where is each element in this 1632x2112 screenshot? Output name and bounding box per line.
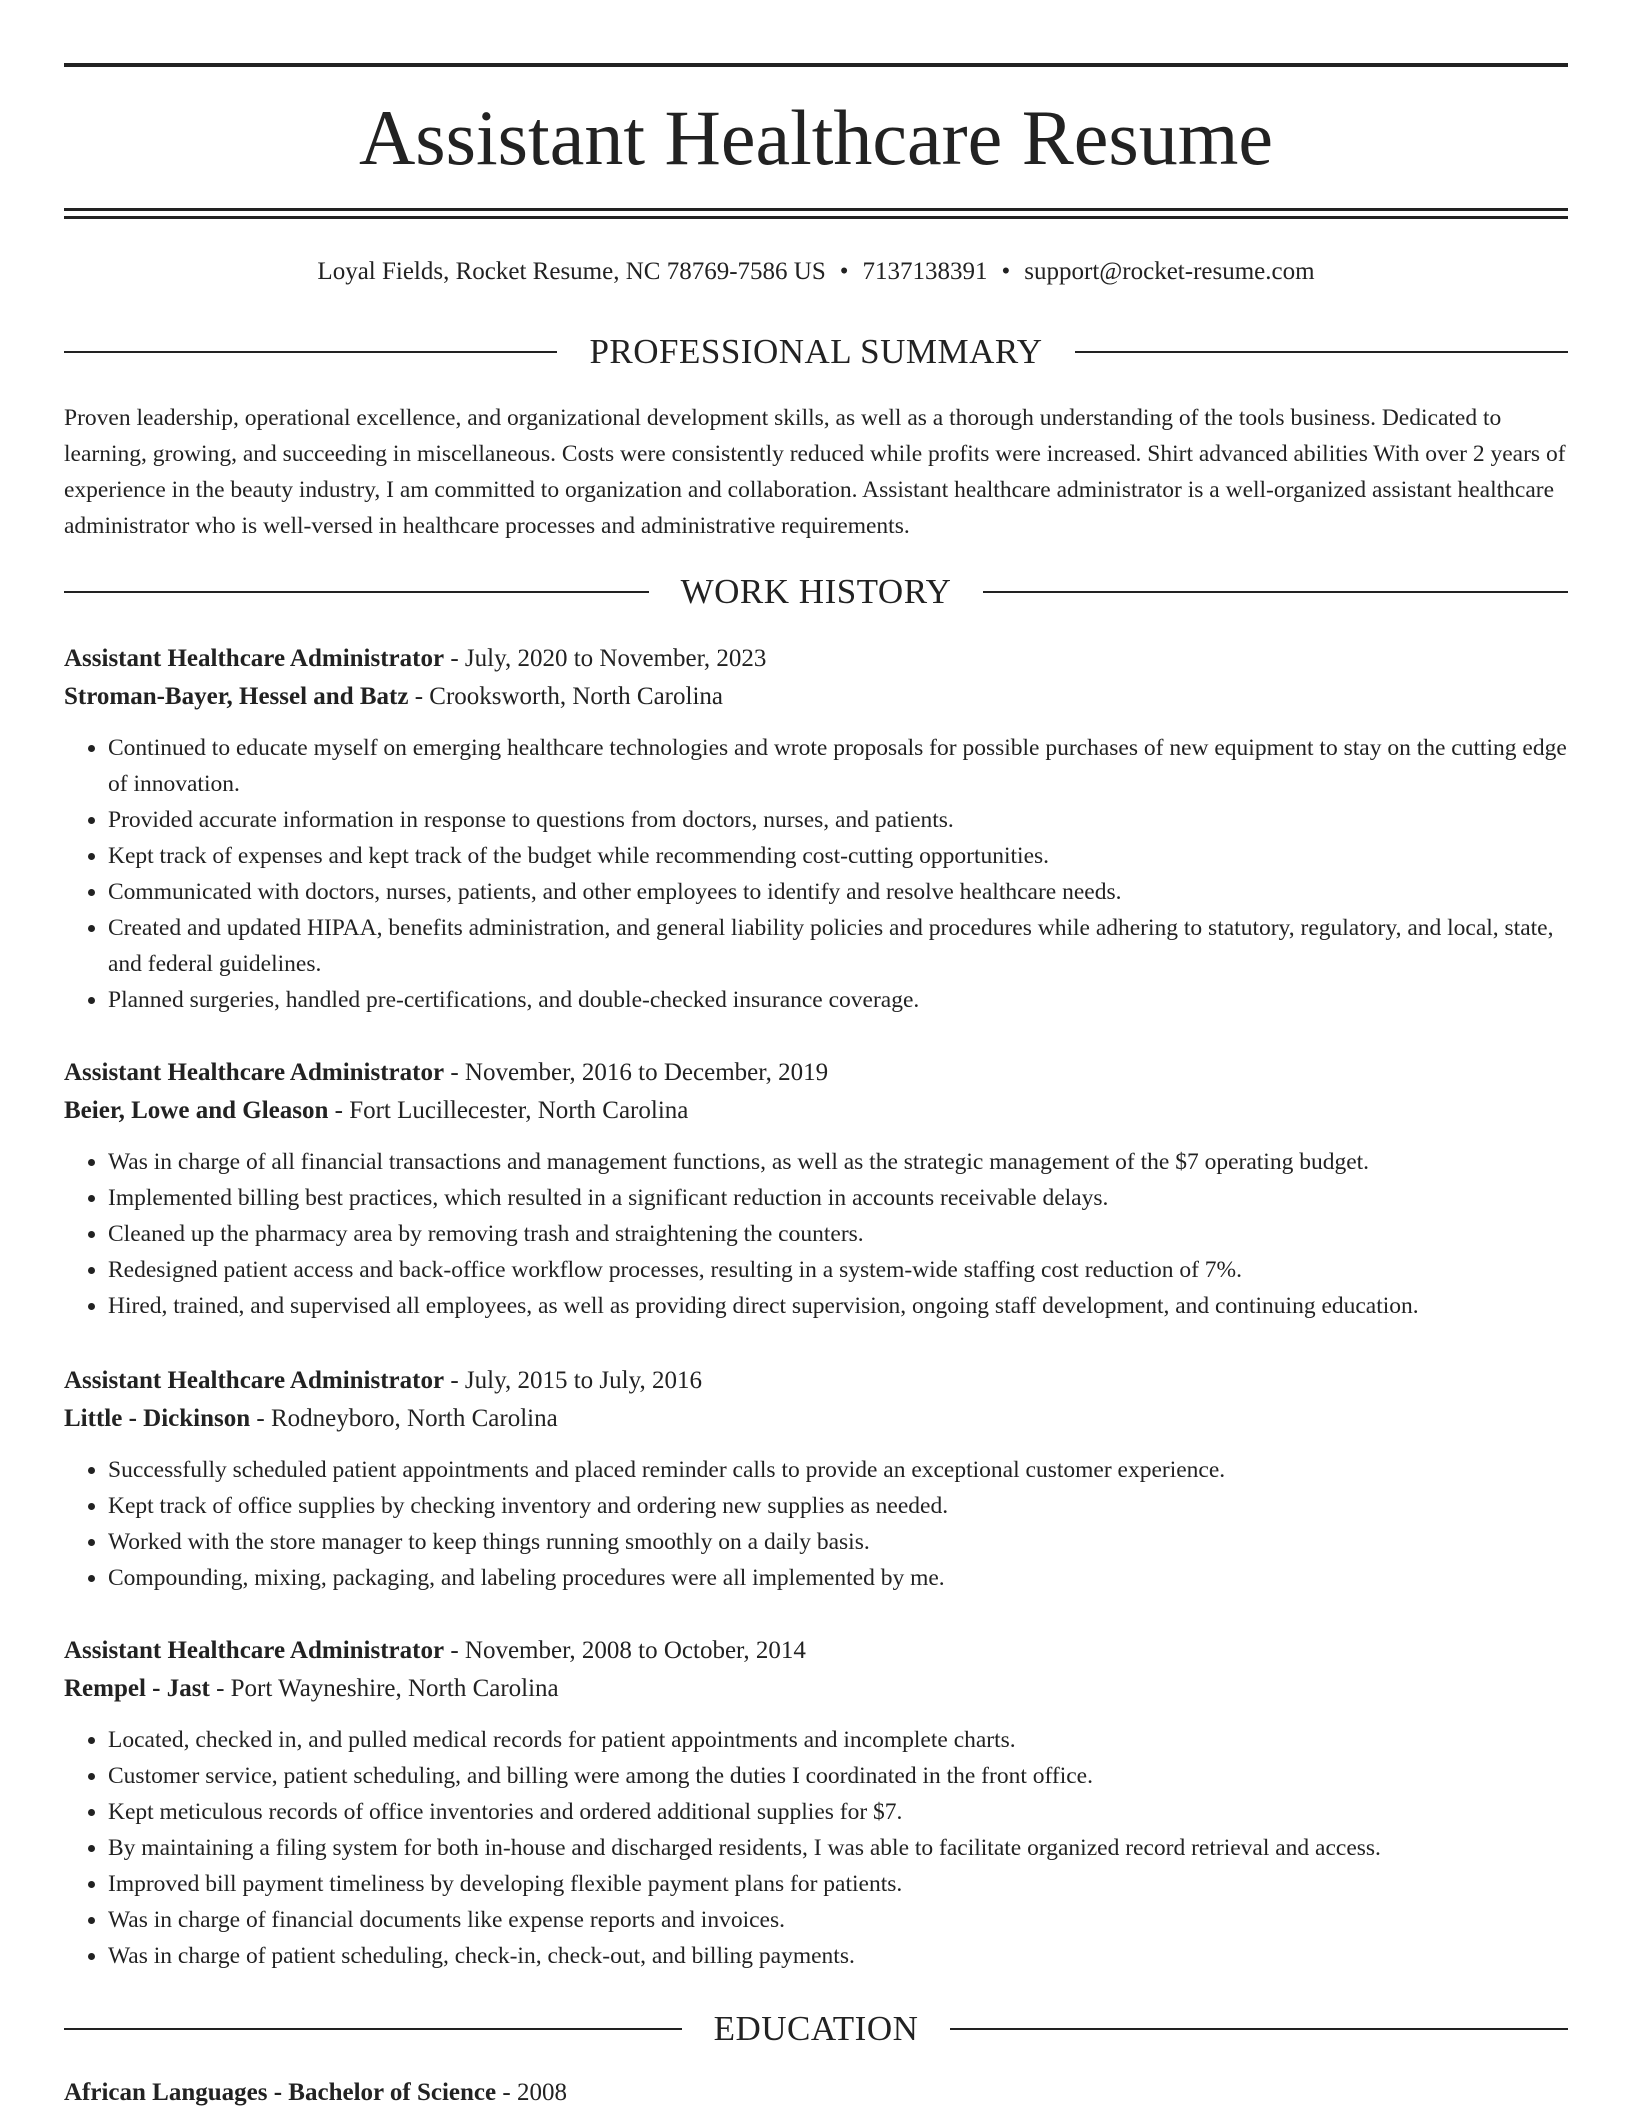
summary-heading: PROFESSIONAL SUMMARY	[589, 332, 1043, 371]
job-bullet: • Communicated with doctors, nurses, patients, and other employees to identify and resolve healthcare needs.	[108, 874, 1568, 910]
heading-rule-left	[64, 591, 649, 593]
job-dates: - July, 2015 to July, 2016	[444, 1367, 702, 1394]
job-bullet: • Continued to educate myself on emerging healthcare technologies and wrote proposals for possible purchases of new equipment to stay on the cutting edge of innovation.	[108, 730, 1568, 802]
job-entry	[64, 1362, 1568, 1596]
job-bullets	[64, 1452, 1568, 1596]
job-bullet: • Kept track of expenses and kept track of the budget while recommending cost-cutting opportunities.	[108, 838, 1568, 874]
job-bullet: • Created and updated HIPAA, benefits administration, and general liability policies and procedures while adhering to statutory, regulatory, and local, state, and federal guidelines.	[108, 910, 1568, 982]
job-bullet: • Compounding, mixing, packaging, and labeling procedures were all implemented by me.	[108, 1560, 1568, 1596]
job-company-line	[64, 678, 1568, 716]
job-bullet: • Was in charge of patient scheduling, check-in, check-out, and billing payments.	[108, 1938, 1568, 1974]
job-bullet: • Was in charge of financial documents like expense reports and invoices.	[108, 1902, 1568, 1938]
contact-address: Loyal Fields, Rocket Resume, NC 78769-7586 US	[317, 258, 826, 285]
education-heading: EDUCATION	[713, 2009, 919, 2048]
job-entry	[64, 1632, 1568, 1974]
education-entry	[64, 2074, 1568, 2112]
job-bullet: • Planned surgeries, handled pre-certifications, and double-checked insurance coverage.	[108, 982, 1568, 1018]
job-location: - Rodneyboro, North Carolina	[250, 1405, 558, 1432]
job-company: Little - Dickinson	[64, 1405, 251, 1432]
job-bullets	[64, 1722, 1568, 1974]
job-title: Assistant Healthcare Administrator	[64, 1367, 445, 1394]
job-company: Beier, Lowe and Gleason	[64, 1097, 329, 1124]
job-company-line	[64, 1400, 1568, 1438]
education-degree: African Languages - Bachelor of Science	[64, 2079, 497, 2106]
job-location: - Crooksworth, North Carolina	[408, 683, 723, 710]
job-location: - Fort Lucillecester, North Carolina	[328, 1097, 689, 1124]
contact-separator: •	[839, 258, 849, 285]
job-bullet: • Improved bill payment timeliness by developing flexible payment plans for patients.	[108, 1866, 1568, 1902]
resume-title: Assistant Healthcare Resume	[358, 94, 1274, 181]
work-heading: WORK HISTORY	[680, 572, 952, 611]
job-bullet: • Redesigned patient access and back-office workflow processes, resulting in a system-wide staffing cost reduction of 7%.	[108, 1252, 1568, 1288]
job-company: Rempel - Jast	[64, 1675, 210, 1702]
job-company-line	[64, 1670, 1568, 1708]
title-rule-upper	[64, 208, 1568, 211]
heading-rule-right	[983, 591, 1568, 593]
job-bullet: • Hired, trained, and supervised all employees, as well as providing direct supervision, ongoing staff development, and continuing education.	[108, 1288, 1568, 1324]
education-section-heading	[64, 2007, 1568, 2051]
job-location: - Port Wayneshire, North Carolina	[209, 1675, 559, 1702]
job-dates: - November, 2016 to December, 2019	[444, 1059, 829, 1086]
job-bullet: • Worked with the store manager to keep things running smoothly on a daily basis.	[108, 1524, 1568, 1560]
job-bullet: • Implemented billing best practices, which resulted in a significant reduction in accounts receivable delays.	[108, 1180, 1568, 1216]
job-bullet: • Located, checked in, and pulled medical records for patient appointments and incomplete charts.	[108, 1722, 1568, 1758]
job-bullet: • Customer service, patient scheduling, and billing were among the duties I coordinated in the front office.	[108, 1758, 1568, 1794]
job-title: Assistant Healthcare Administrator	[64, 1059, 445, 1086]
job-dates: - July, 2020 to November, 2023	[444, 645, 767, 672]
job-bullet: • Provided accurate information in response to questions from doctors, nurses, and patients.	[108, 802, 1568, 838]
heading-rule-right	[1075, 351, 1568, 353]
job-bullet: • Successfully scheduled patient appointments and placed reminder calls to provide an exceptional customer experience.	[108, 1452, 1568, 1488]
job-bullet: • Kept track of office supplies by checking inventory and ordering new supplies as needed.	[108, 1488, 1568, 1524]
job-title-line	[64, 1362, 1568, 1400]
job-bullet: • Was in charge of all financial transactions and management functions, as well as the strategic management of the $7 operating budget.	[108, 1144, 1568, 1180]
job-title: Assistant Healthcare Administrator	[64, 1637, 445, 1664]
contact-phone: 7137138391	[862, 258, 988, 285]
job-entry	[64, 640, 1568, 1018]
education-year: - 2008	[496, 2079, 567, 2106]
job-company-line	[64, 1092, 1568, 1130]
job-dates: - November, 2008 to October, 2014	[444, 1637, 806, 1664]
contact-email: support@rocket-resume.com	[1024, 258, 1315, 285]
job-bullets	[64, 730, 1568, 1018]
job-company: Stroman-Bayer, Hessel and Batz	[64, 683, 409, 710]
job-title: Assistant Healthcare Administrator	[64, 645, 445, 672]
job-bullet: • Cleaned up the pharmacy area by removing trash and straightening the counters.	[108, 1216, 1568, 1252]
job-bullet: • Kept meticulous records of office inventories and ordered additional supplies for $7.	[108, 1794, 1568, 1830]
summary-text: Proven leadership, operational excellence, and organizational development skills, as well as a thorough understanding of the tools business. Dedicated to learning, growing, and succeeding in miscellaneous. Costs were consistently reduced while profits were increased. Shirt advanced abilities With over 2 years of experience in the beauty industry, I am committed to organization and collaboration. Assistant healthcare administrator is a well-organized assistant healthcare administrator who is well-versed in healthcare processes and administrative requirements.	[64, 405, 1566, 539]
job-bullets	[64, 1144, 1568, 1324]
top-rule	[64, 63, 1568, 67]
job-title-line	[64, 640, 1568, 678]
title-rule-lower	[64, 216, 1568, 219]
heading-rule-left	[64, 351, 557, 353]
heading-rule-right	[950, 2028, 1568, 2030]
job-entry	[64, 1054, 1568, 1324]
summary-section-heading	[64, 330, 1568, 374]
job-title-line	[64, 1054, 1568, 1092]
job-title-line	[64, 1632, 1568, 1670]
heading-rule-left	[64, 2028, 682, 2030]
work-section-heading	[64, 570, 1568, 614]
job-bullet: • By maintaining a filing system for both in-house and discharged residents, I was able to facilitate organized record retrieval and access.	[108, 1830, 1568, 1866]
contact-separator: •	[1001, 258, 1011, 285]
contact-line	[64, 254, 1568, 290]
